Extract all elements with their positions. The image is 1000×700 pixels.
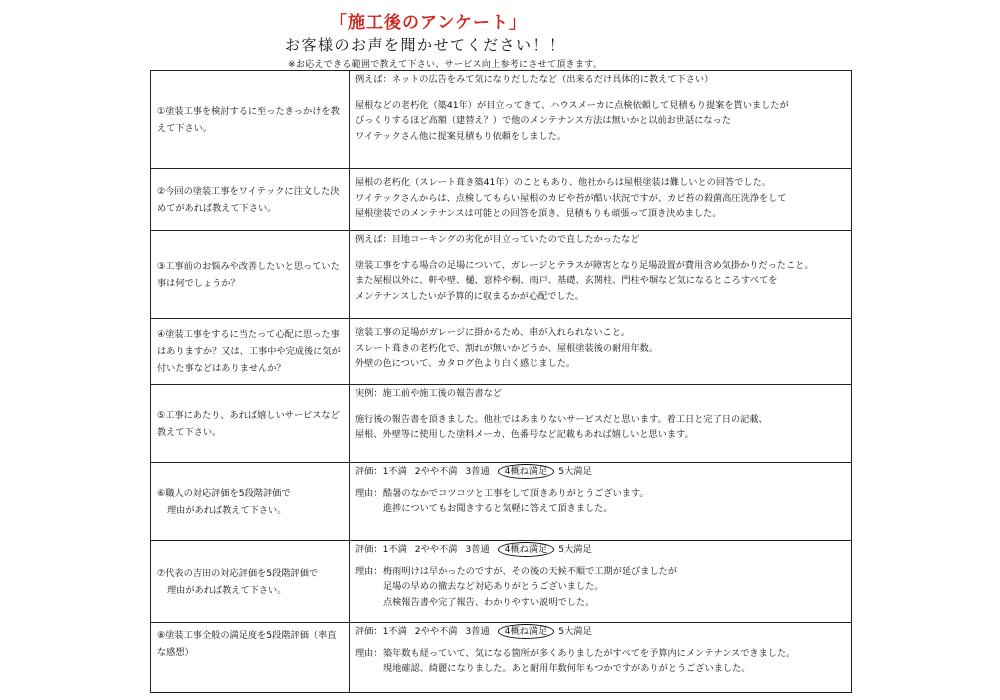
rating-question-text: ⑥職人の対応評価を5段階評価で [157,487,291,499]
rating-label: 評価： [355,466,383,477]
answer-line: 屋根などの老朽化（築41年）が目立ってきて、ハウスメーカに点検依頼して見積もり提案を貰いましたが [355,99,789,111]
example-text: 例えば：目地コーキングの劣化が目立っていたので直したかったなど [355,234,640,245]
rating-question-subtext: 理由があれば教えて下さい。 [167,504,287,516]
rating-row-7 [151,541,852,623]
example-text: 実例：施工前や施工後の報告書など [355,388,502,399]
reason-line: 足場の早めの撤去など対応ありがとうございました。 [383,581,604,592]
answer-line: 屋根塗装でのメンテナンスは可能との回答を頂き、見積もりも頑張って頂き決めました。 [355,208,722,219]
answer-line: 塗装工事の足場がガレージに掛かるため、車が入れられないこと。 [355,327,631,338]
reason-line: 現地確認、綺麗になりました。あと耐用年数何年もつかですがありがとうございました。 [383,663,751,674]
answer-line: 施行後の報告書を頂きました。他社ではあまりないサービスだと思います。着工日と完了日の記載、 [355,413,768,425]
rating-option-4-selected: 4概ね満足 [498,542,555,557]
answer-cell-5 [350,385,852,463]
rating-question-text: ⑦代表の吉田の対応評価を5段階評価で [157,567,319,579]
reason-label: 理由： [355,565,383,577]
reason-line: 進捗についてもお聞きすると気軽に答えて頂きました。 [383,503,613,514]
rating-answer-cell-7 [350,541,852,623]
question-cell-4 [151,319,350,385]
answer-line: ワイテックさんからは、点検してもらい屋根のカビや苔が酷い状況ですが、カビ苔の殺菌高圧洗浄をして [355,192,787,204]
answer-line: 屋根の老朽化（スレート葺き築41年）のこともあり、他社からは屋根塗装は難しいとの回答でした。 [355,177,771,188]
rating-scale [355,624,847,640]
reason-text: 酷暑のなかでコツコツと工事をして頂きありがとうございます。 [383,487,649,499]
survey-table [150,70,852,693]
question-text: ⑤工事にあたり、あれば嬉しいサービスなど教えて下さい。 [157,409,340,438]
rating-option-1: 1不満 [382,626,407,637]
answer-line: メンテナンスしたいが予算的に収まるかが心配でした。 [355,290,584,302]
rating-option-5: 5大満足 [558,466,592,477]
rating-question-cell-8 [151,623,350,693]
answer-cell-4 [350,319,852,385]
question-text: ①塗装工事を検討するに至ったきっかけを教えて下さい。 [157,105,340,134]
question-cell-3 [151,231,350,319]
rating-option-1: 1不満 [382,544,407,555]
survey-note: ※お応えできる範囲で教えて下さい、サービス向上参考にさせて頂きます。 [288,60,603,70]
answer-line: 外壁の色について、カタログ色より白く感じました。 [355,358,576,369]
question-row-3 [151,231,852,319]
survey-title: 「施工後のアンケート」 [330,13,527,33]
answer-cell-2 [350,169,852,231]
rating-option-4-selected: 4概ね満足 [498,464,555,479]
answer-line: びっくりするほど高額（建替え？）で他のメンテナンス方法は無いかと以前お世話になった [355,115,731,126]
reason-line [355,486,847,502]
answer-cell-3 [350,231,852,319]
rating-row-6 [151,463,852,541]
rating-option-3: 3普通 [465,466,490,477]
answer-line: 塗装工事をする場合の足場について、ガレージとテラスが障害となり足場設置が費用含め気掛かりだったこと。 [355,259,814,271]
rating-option-2: 2やや不満 [414,466,458,477]
answer-line: 屋根、外壁等に使用した塗料メーカ、色番号など記載もあれば嬉しいと思います。 [355,429,694,440]
rating-label: 評価： [355,544,383,555]
rating-question-cell-7 [151,541,350,623]
question-row-2 [151,169,852,231]
rating-question-subtext: 理由があれば教えて下さい。 [167,584,287,596]
question-text: ④塗装工事をするに当たって心配に思った事はありますか？又は、工事中や完成後に気が付いた事などはありませんか？ [157,329,341,374]
reason-text: 築年数も経っていて、気になる箇所が多くありましたがすべてを予算内にメンテナンスできました。 [383,647,796,659]
rating-option-3: 3普通 [465,626,490,637]
rating-scale [355,542,847,558]
rating-option-2: 2やや不満 [414,544,458,555]
answer-line: ワイテックさん他に提案見積もり依頼をしました。 [355,130,567,142]
rating-question-cell-6 [151,463,350,541]
rating-answer-cell-6 [350,463,852,541]
question-cell-2 [151,169,350,231]
reason-line: 点検報告書や完了報告、わかりやすい説明でした。 [383,596,595,608]
answer-line: また屋根以外に、軒や壁、樋、窓枠や桐、雨戸、基礎、玄関柱、門柱や塀など気になるところすべてを [355,275,778,286]
rating-option-3: 3普通 [465,544,490,555]
question-cell-5 [151,385,350,463]
question-cell-1 [151,71,350,169]
reason-line [355,646,847,662]
rating-scale [355,464,847,480]
question-row-5 [151,385,852,463]
answer-line: スレート葺きの老朽化で、割れが無いかどうか、屋根塗装後の耐用年数。 [355,342,659,354]
rating-question-text: ⑧塗装工事全般の満足度を5段階評価（率直な感想） [157,630,337,658]
question-text: ②今回の塗装工事をワイテックに注文した決めてがあれば教えて下さい。 [157,185,340,214]
question-row-4 [151,319,852,385]
question-text: ③工事前のお悩みや改善したいと思っていた事は何でしょうか？ [157,260,340,289]
rating-label: 評価： [355,626,383,637]
rating-option-4-selected: 4概ね満足 [498,624,555,639]
reason-line [355,564,847,580]
rating-option-1: 1不満 [382,466,407,477]
rating-answer-cell-8 [350,623,852,693]
survey-subtitle: お客様のお声を聞かせてください！！ [285,36,566,54]
example-text: 例えば：ネットの広告をみて気になりだしたなど（出来るだけ具体的に教えて下さい） [355,74,714,85]
reason-text: 梅雨明けは早かったのですが、その後の天候不順で工期が延びましたが [383,565,677,577]
answer-cell-1 [350,71,852,169]
rating-option-2: 2やや不満 [414,626,458,637]
rating-option-5: 5大満足 [558,544,592,555]
reason-label: 理由： [355,487,383,499]
reason-label: 理由： [355,647,383,659]
rating-row-8 [151,623,852,693]
rating-option-5: 5大満足 [558,626,592,637]
question-row-1 [151,71,852,169]
